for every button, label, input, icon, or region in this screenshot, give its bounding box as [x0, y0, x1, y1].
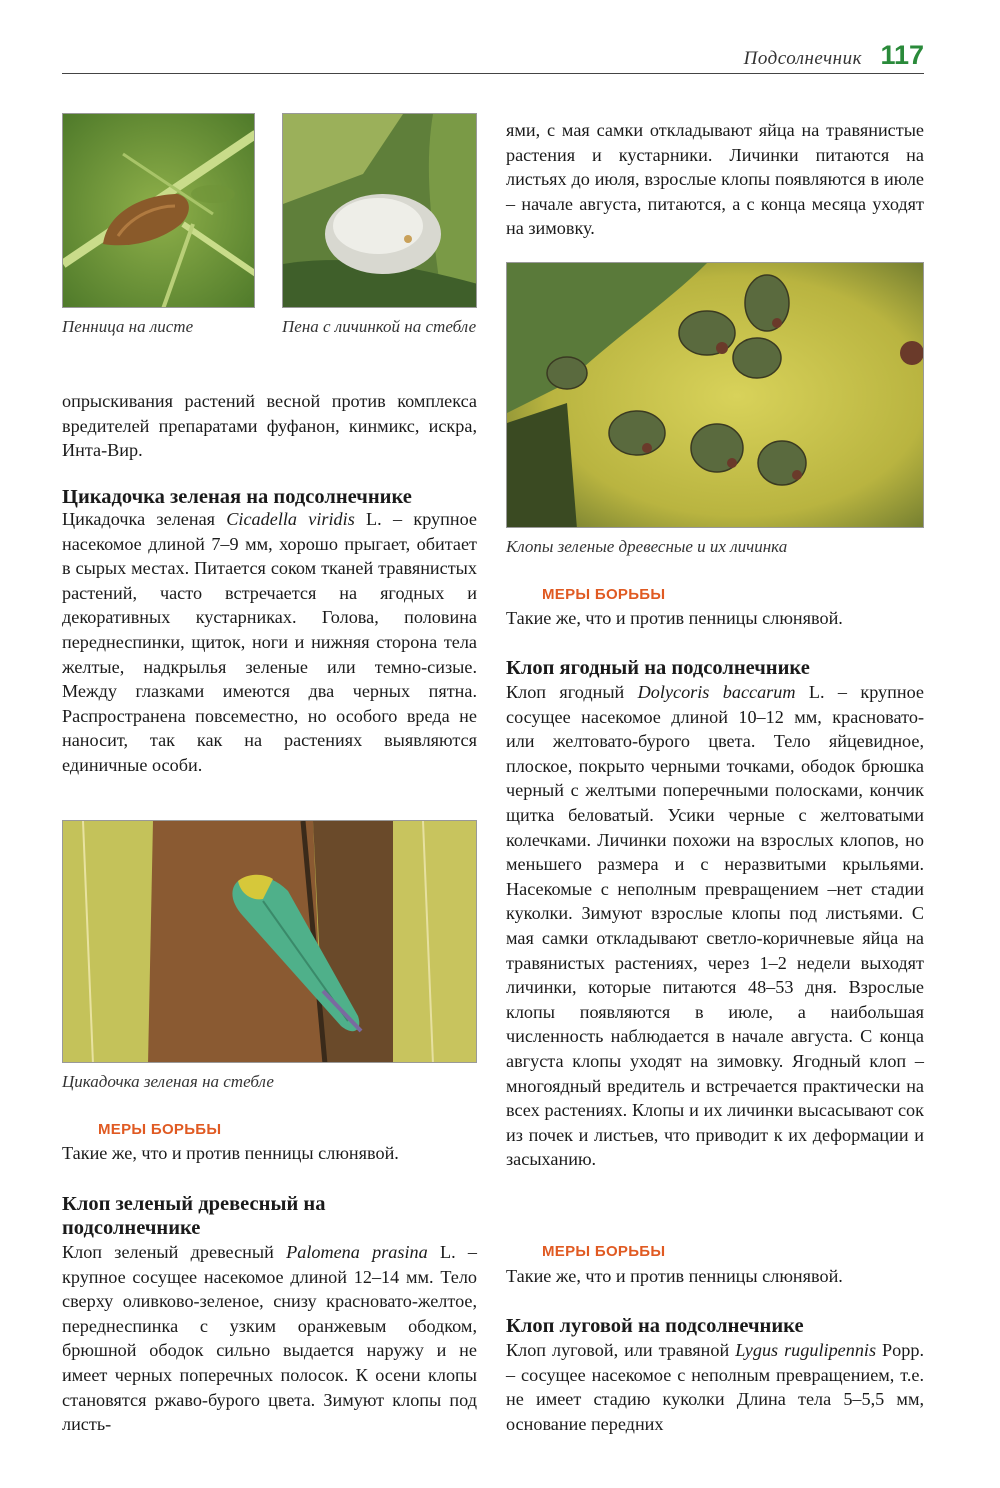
- caption-spittlebug-leaf: Пенница на листе: [62, 317, 194, 336]
- cicadella-paragraph: Цикадочка зеленая Cicadella viridis L. – крупное насекомое длиной 7–9 мм, хорошо прыгает, обитает в сырых местах. Питается соком тканей травянистых растений, часто встречается на ягодных и декоративных кустарниках. Голова, половина переднеспинки, щиток, ноги и нижняя сторона тела желтые, надкрылья зеленые или темно-сизые. Между глазками имеются два черных пятна. Распространена повсеместно, но особого вреда не наносит, так как на растениях выявляются единичные особи.: [62, 509, 478, 775]
- photo-spittlebug-leaf: [62, 113, 255, 308]
- palomena-paragraph: Клоп зеленый древесный Palomena prasina L. – крупное сосущее насекомое длиной 12–14 мм. Тело сверху оливково-зеленое, снизу красновато-желтое, переднеспинка с узким оранжевым ободком, брюшной ободок сильно выдается наружу и не имеет черных поперечных полосок. К осени клопы становятся ржаво-бурого цвета. Зимуют клопы под листь-: [62, 1242, 477, 1435]
- page-number: 117: [880, 40, 924, 70]
- caption-foam-stem: Пена с личинкой на стебле: [282, 317, 477, 336]
- photo-foam-stem: [282, 113, 477, 308]
- cicadella-measures-heading: МЕРЫ БОРЬБЫ: [98, 1121, 222, 1138]
- cicadella-measures-text: Такие же, что и против пенницы слюнявой.: [62, 1143, 399, 1163]
- lygus-paragraph: Клоп луговой, или травяной Lygus rugulipennis Popp. – сосущее насекомое с неполным превращением, т.е. не имеет стадию куколки Длина тела 5–5,5 мм, основание передних: [506, 1340, 924, 1434]
- caption-green-shield-bugs: Клопы зеленые древесные и их личинка: [506, 537, 788, 556]
- heading-dolycoris: Клоп ягодный на подсолнечнике: [506, 657, 810, 679]
- photo-green-leafhopper: [62, 820, 477, 1063]
- dolycoris-paragraph: Клоп ягодный Dolycoris baccarum L. – крупное сосущее насекомое длиной 10–12 мм, красновато- или желтовато-бурого цвета. Тело яйцевидное, плоское, покрыто черными точками, ободок брюшка черный с желтыми поперечными полосками, кончик щитка беловатый. Усики черные с желтоватыми колечками. Личинки похожи на взрослых клопов, но меньшего размера и с неразвитыми крыльями. Насекомые с неполным превращением –нет стадии куколки. Зимуют взрослые клопы под листьями. С мая самки откладывают светло-коричневые яйца на травянистых растениях, через 1–2 недели выходят личинки, которые питаются 48–53 дня. Взрослые клопы появляются в июле, а наибольшая численность наблюдается в начале августа. С конца августа клопы уходят на зимовку. Ягодный клоп – многоядный вредитель и встречается практически на всех растениях. Клопы и их личинки высасывают сок из почек и листьев, что приводит к их деформации и засыханию.: [506, 682, 924, 1170]
- section-title: Подсолнечник: [743, 48, 862, 69]
- palomena-continuation: ями, с мая самки откладывают яйца на травянистые растения и кустарники. Личинки питаются на листьях до июля, взрослые клопы появляются в июле – начале августа, питаются, а с конца месяца уходят на зимовку.: [506, 120, 924, 239]
- intro-paragraph: опрыскивания растений весной против комплекса вредителей препаратами фуфанон, кинмикс, искра, Инта-Вир.: [62, 391, 477, 461]
- dolycoris-measures-text: Такие же, что и против пенницы слюнявой.: [506, 1266, 843, 1286]
- photo-green-shield-bugs: [506, 262, 924, 528]
- heading-cicadella: Цикадочка зеленая на подсолнечнике: [62, 486, 412, 508]
- running-header: [62, 40, 924, 74]
- heading-lygus: Клоп луговой на подсолнечнике: [506, 1315, 804, 1337]
- caption-green-leafhopper: Цикадочка зеленая на стебле: [62, 1072, 274, 1091]
- palomena-measures-text: Такие же, что и против пенницы слюнявой.: [506, 608, 843, 628]
- palomena-measures-heading: МЕРЫ БОРЬБЫ: [542, 586, 666, 603]
- dolycoris-measures-heading: МЕРЫ БОРЬБЫ: [542, 1243, 666, 1260]
- heading-palomena: Клоп зеленый древесный на подсолнечнике: [62, 1193, 326, 1239]
